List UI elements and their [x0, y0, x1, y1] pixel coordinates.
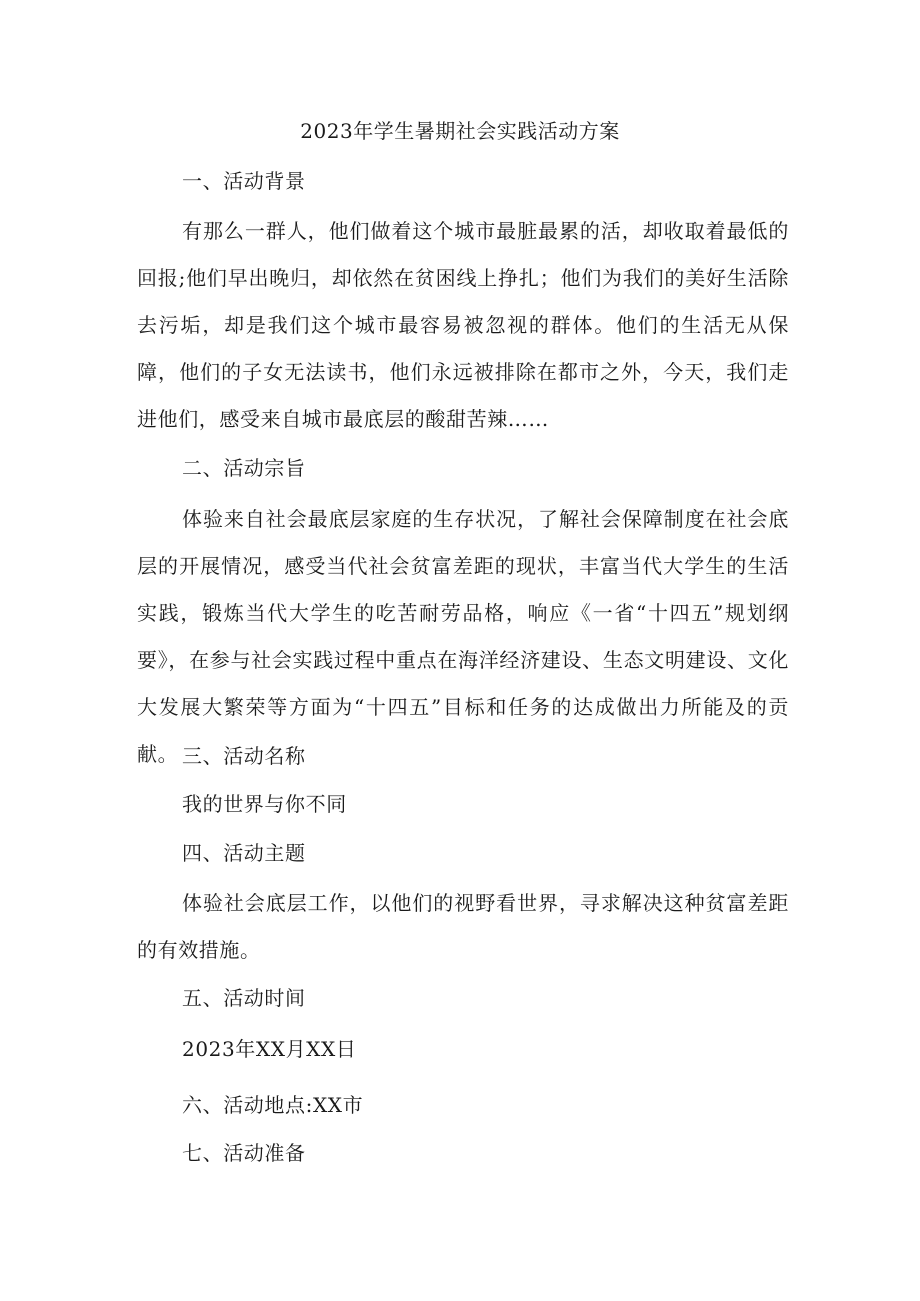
section-heading-time: 五、活动时间	[182, 986, 306, 1010]
section-text-name: 我的世界与你不同	[182, 792, 347, 816]
document-title: 2023年学生暑期社会实践活动方案	[300, 119, 620, 143]
section-paragraph-theme: 体验社会底层工作，以他们的视野看世界，寻求解决这种贫富差距的有效措施。	[137, 891, 789, 962]
section-heading-location: 六、活动地点:XX市	[182, 1093, 364, 1117]
section-heading-theme: 四、活动主题	[182, 841, 306, 865]
section-heading-purpose: 二、活动宗旨	[182, 456, 306, 480]
section-heading-preparation: 七、活动准备	[182, 1141, 306, 1165]
section-heading-background: 一、活动背景	[182, 169, 306, 193]
section-text-time: 2023年XX月XX日	[182, 1037, 357, 1061]
section-heading-name: 三、活动名称	[182, 744, 306, 768]
section-paragraph-background: 有那么一群人，他们做着这个城市最脏最累的活，却收取着最低的回报;他们早出晚归，却依然在贫困线上挣扎；他们为我们的美好生活除去污垢，却是我们这个城市最容易被忽视的群体。他们的生活无从保障，他们的子女无法读书，他们永远被排除在都市之外，今天，我们走进他们，感受来自城市最底层的酸甜苦辣……	[137, 219, 789, 431]
section-paragraph-purpose: 体验来自社会最底层家庭的生存状况，了解社会保障制度在社会底层的开展情况，感受当代社会贫富差距的现状，丰富当代大学生的生活实践，锻炼当代大学生的吃苦耐劳品格，响应《一省“十四五”规划纲要》，在参与社会实践过程中重点在海洋经济建设、生态文明建设、文化大发展大繁荣等方面为“十四五”目标和任务的达成做出力所能及的贡献。	[137, 507, 789, 766]
